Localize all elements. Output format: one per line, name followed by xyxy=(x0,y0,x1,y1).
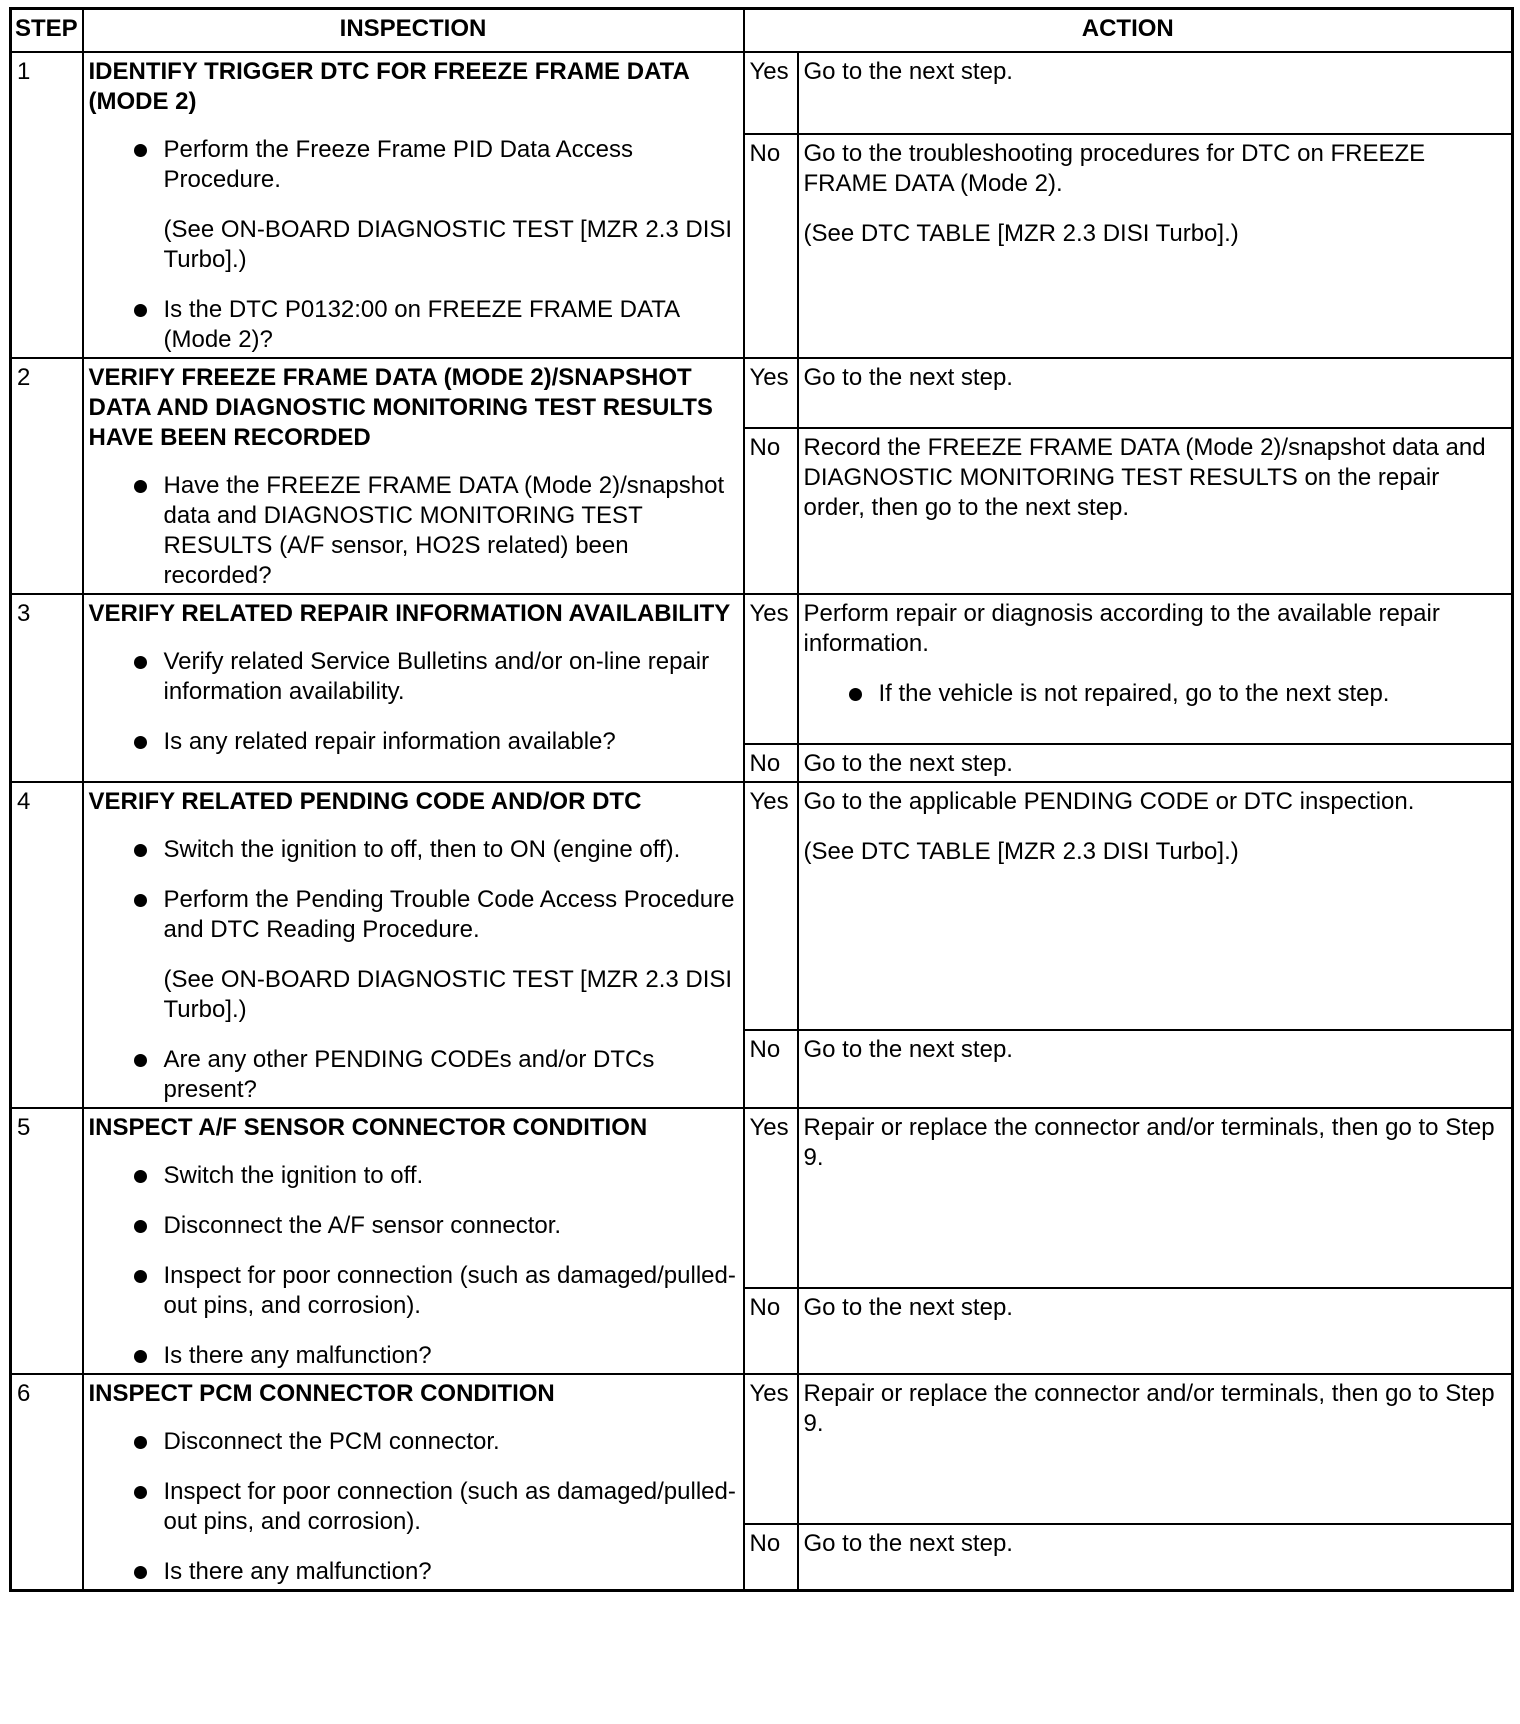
list-item xyxy=(89,135,738,275)
diagnostic-procedure-table xyxy=(9,7,1514,1592)
action-text: Repair or replace the connector and/or terminals, then go to Step 9. xyxy=(803,1114,1495,1171)
list-item xyxy=(89,1261,738,1321)
action-yes xyxy=(798,594,1513,744)
bullet-icon xyxy=(134,894,147,907)
action-no xyxy=(798,744,1513,782)
table-row-step-1-yes xyxy=(11,52,1513,134)
table-row-step-5-yes xyxy=(11,1108,1513,1288)
answer-no: No xyxy=(744,1524,798,1591)
inspection-title: INSPECT PCM CONNECTOR CONDITION xyxy=(88,1380,555,1407)
list-item xyxy=(89,835,738,865)
inspection-bullet-text: Inspect for poor connection (such as damaged/pulled-out pins, and corrosion). xyxy=(163,1262,736,1319)
inspection-title: VERIFY FREEZE FRAME DATA (MODE 2)/SNAPSHOT DATA AND DIAGNOSTIC MONITORING TEST RESULTS HAVE BEEN RECORDED xyxy=(88,364,713,451)
step-number: 6 xyxy=(11,1374,83,1591)
inspection-cell xyxy=(83,782,744,1108)
answer-yes: Yes xyxy=(744,782,798,1030)
action-text: Perform repair or diagnosis according to the available repair information. xyxy=(803,600,1440,657)
inspection-bullet-text: Have the FREEZE FRAME DATA (Mode 2)/snapshot data and DIAGNOSTIC MONITORING TEST RESULTS (A/F sensor, HO2S related) been recorded? xyxy=(163,472,725,589)
list-item xyxy=(89,1477,738,1537)
action-text: Record the FREEZE FRAME DATA (Mode 2)/snapshot data and DIAGNOSTIC MONITORING TEST RESULTS on the repair order, then go to the next step. xyxy=(803,434,1486,521)
bullet-icon xyxy=(134,736,147,749)
action-no xyxy=(798,134,1513,358)
action-yes xyxy=(798,52,1513,134)
inspection-bullet-text: Perform the Pending Trouble Code Access Procedure and DTC Reading Procedure. xyxy=(163,886,735,943)
answer-no: No xyxy=(744,134,798,358)
step-number: 5 xyxy=(11,1108,83,1374)
inspection-title: INSPECT A/F SENSOR CONNECTOR CONDITION xyxy=(88,1114,648,1141)
bullet-icon xyxy=(134,304,147,317)
list-item xyxy=(89,1161,738,1191)
table-row-step-4-yes xyxy=(11,782,1513,1030)
inspection-bullet-text: Are any other PENDING CODEs and/or DTCs present? xyxy=(163,1046,655,1103)
bullet-icon xyxy=(849,688,862,701)
action-no xyxy=(798,1524,1513,1591)
step-number: 4 xyxy=(11,782,83,1108)
list-item xyxy=(89,647,738,707)
answer-yes: Yes xyxy=(744,358,798,428)
bullet-icon xyxy=(134,144,147,157)
inspection-bullet-text: Verify related Service Bulletins and/or on-line repair information availability. xyxy=(163,648,710,705)
header-inspection: INSPECTION xyxy=(83,9,744,53)
table-row-step-2-yes xyxy=(11,358,1513,428)
bullet-icon xyxy=(134,1486,147,1499)
list-item xyxy=(89,1211,738,1241)
action-bullet-text: If the vehicle is not repaired, go to the next step. xyxy=(878,680,1390,707)
action-yes xyxy=(798,358,1513,428)
list-item xyxy=(89,727,738,757)
reference-note: (See ON-BOARD DIAGNOSTIC TEST [MZR 2.3 DISI Turbo].) xyxy=(163,966,733,1023)
answer-no: No xyxy=(744,744,798,782)
bullet-icon xyxy=(134,844,147,857)
answer-no: No xyxy=(744,1288,798,1374)
bullet-icon xyxy=(134,1054,147,1067)
step-number: 3 xyxy=(11,594,83,782)
inspection-bullets xyxy=(89,1161,738,1371)
bullet-icon xyxy=(134,1436,147,1449)
inspection-bullets xyxy=(89,135,738,355)
inspection-bullet-text: Perform the Freeze Frame PID Data Access Procedure. xyxy=(163,136,633,193)
inspection-title: VERIFY RELATED PENDING CODE AND/OR DTC xyxy=(88,788,642,815)
header-step: STEP xyxy=(11,9,83,53)
bullet-icon xyxy=(134,1566,147,1579)
bullet-icon xyxy=(134,1350,147,1363)
table-row-step-6-yes xyxy=(11,1374,1513,1524)
bullet-icon xyxy=(134,480,147,493)
bullet-icon xyxy=(134,1170,147,1183)
list-item xyxy=(89,1427,738,1457)
reference-note: (See ON-BOARD DIAGNOSTIC TEST [MZR 2.3 DISI Turbo].) xyxy=(163,216,733,273)
inspection-cell xyxy=(83,1108,744,1374)
inspection-bullet-text: Is there any malfunction? xyxy=(163,1342,432,1369)
inspection-cell xyxy=(83,358,744,594)
list-item xyxy=(89,885,738,1025)
reference-note: (See DTC TABLE [MZR 2.3 DISI Turbo].) xyxy=(803,838,1239,865)
action-no xyxy=(798,1288,1513,1374)
inspection-bullet-text: Disconnect the PCM connector. xyxy=(163,1428,500,1455)
action-no xyxy=(798,428,1513,594)
answer-no: No xyxy=(744,1030,798,1108)
inspection-bullets xyxy=(89,835,738,1105)
inspection-bullet-text: Is there any malfunction? xyxy=(163,1558,432,1585)
inspection-bullet-text: Is any related repair information available? xyxy=(163,728,616,755)
answer-yes: Yes xyxy=(744,594,798,744)
inspection-title: VERIFY RELATED REPAIR INFORMATION AVAILABILITY xyxy=(88,600,731,627)
action-text: Go to the troubleshooting procedures for DTC on FREEZE FRAME DATA (Mode 2). xyxy=(803,140,1426,197)
inspection-cell xyxy=(83,1374,744,1591)
action-text: Go to the next step. xyxy=(803,1294,1013,1321)
action-text: Repair or replace the connector and/or terminals, then go to Step 9. xyxy=(803,1380,1495,1437)
action-yes xyxy=(798,1108,1513,1288)
answer-yes: Yes xyxy=(744,1374,798,1524)
inspection-bullet-text: Is the DTC P0132:00 on FREEZE FRAME DATA (Mode 2)? xyxy=(163,296,679,353)
list-item xyxy=(89,1045,738,1105)
inspection-bullet-text: Inspect for poor connection (such as damaged/pulled-out pins, and corrosion). xyxy=(163,1478,736,1535)
table-row-step-3-yes xyxy=(11,594,1513,744)
bullet-icon xyxy=(134,656,147,669)
action-yes xyxy=(798,1374,1513,1524)
answer-no: No xyxy=(744,428,798,594)
inspection-cell xyxy=(83,52,744,358)
action-text: Go to the next step. xyxy=(803,1036,1013,1063)
answer-yes: Yes xyxy=(744,52,798,134)
action-text: Go to the next step. xyxy=(803,58,1013,85)
action-text: Go to the applicable PENDING CODE or DTC inspection. xyxy=(803,788,1415,815)
header-action: ACTION xyxy=(744,9,1513,53)
inspection-title: IDENTIFY TRIGGER DTC FOR FREEZE FRAME DATA (MODE 2) xyxy=(88,58,689,115)
inspection-bullets xyxy=(89,1427,738,1587)
inspection-bullet-text: Switch the ignition to off, then to ON (engine off). xyxy=(163,836,681,863)
list-item xyxy=(89,1341,738,1371)
action-text: Go to the next step. xyxy=(803,750,1013,777)
step-number: 2 xyxy=(11,358,83,594)
table-header-row xyxy=(11,9,1513,53)
inspection-bullets xyxy=(89,647,738,757)
list-item xyxy=(89,1557,738,1587)
answer-yes: Yes xyxy=(744,1108,798,1288)
action-yes xyxy=(798,782,1513,1030)
bullet-icon xyxy=(134,1220,147,1233)
action-no xyxy=(798,1030,1513,1108)
list-item xyxy=(89,471,738,591)
inspection-bullets xyxy=(89,471,738,591)
inspection-bullet-text: Switch the ignition to off. xyxy=(163,1162,424,1189)
action-bullet xyxy=(804,679,1507,709)
inspection-bullet-text: Disconnect the A/F sensor connector. xyxy=(163,1212,562,1239)
action-text: Go to the next step. xyxy=(803,364,1013,391)
bullet-icon xyxy=(134,1270,147,1283)
step-number: 1 xyxy=(11,52,83,358)
list-item xyxy=(89,295,738,355)
inspection-cell xyxy=(83,594,744,782)
reference-note: (See DTC TABLE [MZR 2.3 DISI Turbo].) xyxy=(803,220,1239,247)
action-text: Go to the next step. xyxy=(803,1530,1013,1557)
